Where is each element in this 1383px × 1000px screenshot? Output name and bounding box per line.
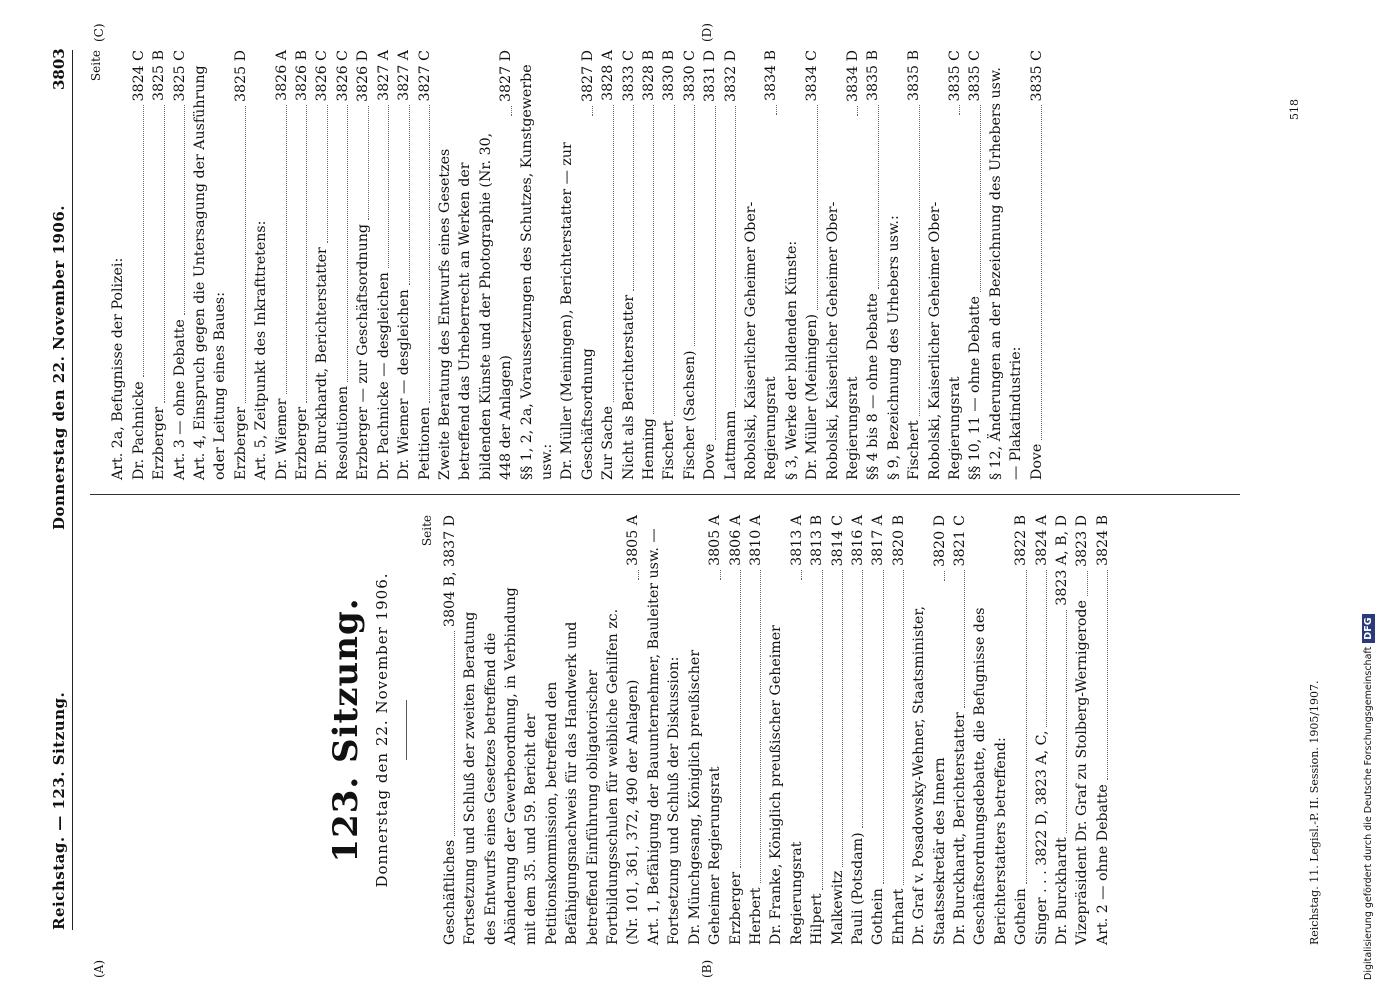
index-entry [741, 50, 782, 480]
entry-text: Dr. Burckhardt [1054, 837, 1070, 945]
index-entry [889, 515, 909, 945]
entry-text: Dove [702, 443, 719, 480]
leader-dots [964, 570, 965, 708]
index-entry [312, 50, 332, 480]
index-entry [1072, 515, 1092, 945]
entry-page-ref: 3805 A [625, 515, 642, 566]
right-entry-list [108, 50, 1047, 480]
entry-page-ref: 3826 D [355, 50, 372, 102]
leader-dots [1026, 570, 1027, 884]
index-entry [925, 50, 966, 480]
entry-page-ref: 3825 C [171, 50, 188, 102]
entry-text: Art. 5, Zeitpunkt des Inkrafttretens: [253, 220, 270, 480]
margin-marker-b: (B) [700, 959, 714, 978]
leader-dots [1087, 571, 1088, 596]
entry-page-ref: 3835 B [865, 50, 882, 102]
entry-page-ref: 3814 C [829, 515, 846, 567]
leader-dots [429, 105, 430, 403]
index-entry [435, 50, 517, 480]
entry-text: Dr. Wiemer — desgleichen [396, 289, 413, 480]
index-entry [170, 50, 190, 480]
index-entry [639, 50, 659, 480]
leader-dots [1066, 610, 1067, 834]
leader-dots [511, 106, 512, 116]
index-entry [680, 50, 700, 480]
entry-page-ref: 3830 C [681, 50, 698, 102]
entry-page-ref: 3835 B [906, 50, 923, 102]
entry-page-ref: 3832 D [722, 50, 739, 102]
leader-dots [878, 105, 879, 289]
entry-text: Dr. Wiemer [273, 398, 290, 480]
entry-page-ref: 3804 B, 3837 D [441, 515, 458, 628]
entry-text: Fischert [661, 420, 678, 480]
index-entry [726, 515, 746, 945]
leader-dots [674, 105, 675, 416]
leader-dots [184, 105, 185, 315]
entry-text: Dove [1028, 443, 1045, 480]
entry-text: Fortsetzung und Schluß der zweiten Beratung des Entwurfs eines Gesetzes betreffend die Abänderung der Gewerbeordnung, in Verbindung mit dem 35. und 59. Bericht der Petitionskommission, betreffend den Befähigungsnachweis für das Handwerk und betreffend Einführung obligatorischer Fortbildungsschulen für weibliche Gehilfen zc. (Nr. 101, 361, 372, 490 der Anlagen) [462, 587, 642, 945]
entry-text: Geschäftsordnungsdebatte, die Befugnisse des Berichterstatters betreffend: [972, 607, 1009, 945]
running-header-date: Donnerstag den 22. November 1906. [50, 204, 68, 530]
entry-page-ref: 3827 C [416, 50, 433, 102]
margin-marker-c: (C) [92, 23, 106, 42]
leader-dots [1107, 570, 1108, 780]
leader-dots [715, 106, 716, 440]
index-entry [190, 50, 231, 480]
entry-text: Erzberger [151, 406, 168, 480]
entry-text: §§ 4 bis 8 — ohne Debatte [865, 293, 882, 480]
entry-text: Art. 2a, Befugnisse der Polizei: [110, 257, 127, 480]
footer-signature-number: 518 [1288, 99, 1301, 120]
column-divider [90, 494, 1240, 495]
entry-page-ref: 3820 B [890, 515, 907, 567]
entry-page-ref: 3835 C [1028, 50, 1045, 102]
entry-text: Robolski, Kaiserlicher Geheimer Ober-Regierungsrat [743, 201, 780, 480]
left-entry-list [440, 515, 1113, 945]
leader-dots [245, 106, 246, 403]
page-number: 3803 [50, 48, 68, 90]
index-entry [149, 50, 169, 480]
index-entry [1032, 515, 1052, 945]
index-entry [868, 515, 888, 945]
entry-page-ref: 3826 C [314, 50, 331, 102]
leader-dots [760, 570, 761, 884]
index-entry [129, 50, 149, 480]
entry-page-ref: 3827 A [396, 50, 413, 101]
entry-text: Vizepräsident Dr. Graf zu Stolberg-Wernigerode [1074, 600, 1091, 945]
entry-text: Resolutionen [334, 385, 351, 480]
entry-text: Dr. Burckhardt, Berichterstatter [314, 247, 331, 480]
leader-dots [817, 105, 818, 310]
entry-page-ref: 3816 A [849, 515, 866, 566]
entry-text: Hilpert [809, 893, 826, 945]
index-entry [950, 515, 970, 945]
entry-text: Dr. Burckhardt, Berichterstatter [951, 712, 968, 945]
entry-text: Nicht als Berichterstatter [620, 294, 637, 480]
index-entry [746, 515, 766, 945]
index-entry [517, 50, 558, 480]
leader-dots [306, 105, 307, 403]
entry-page-ref: 3828 B [640, 50, 657, 102]
entry-page-ref: 3826 A [273, 50, 290, 101]
entry-page-ref: 3805 A [707, 515, 724, 566]
entry-text: Art. 1, Befähigung der Bauunternehmer, Bauleiter usw. — Fortsetzung und Schluß der Diskussion: [645, 528, 683, 945]
index-entry [1052, 515, 1072, 945]
index-entry [721, 50, 741, 480]
entry-text: Dr. Pachnicke — desgleichen [375, 272, 392, 480]
leader-dots [720, 570, 721, 580]
running-header-left: Reichstag. — 123. Sitzung. [50, 691, 68, 930]
entry-text: § 3, Werke der bildenden Künste: [783, 240, 800, 480]
entry-text: §§ 10, 11 — ohne Debatte [967, 296, 984, 480]
leader-dots [592, 106, 593, 116]
leader-dots [388, 105, 389, 268]
entry-page-ref: 3835 C [947, 50, 964, 102]
entry-text: §§ 1, 2, 2a, Voraussetzungen des Schutzes, Kunstgewerbe usw.: [518, 64, 555, 480]
session-title: 123. Sitzung. [326, 597, 366, 863]
index-entry [986, 50, 1027, 480]
entry-page-ref: 3824 A [1033, 515, 1050, 566]
entry-text: Gothein [870, 888, 887, 945]
index-entry [231, 50, 251, 480]
entry-text: Lattmann [722, 410, 739, 480]
entry-page-ref: 3827 D [498, 50, 515, 102]
index-entry [108, 50, 128, 480]
leader-dots [822, 570, 823, 890]
left-column [86, 515, 1113, 945]
entry-text: Ehrhart [890, 888, 907, 945]
entry-text: Henning [640, 418, 657, 480]
index-entry [848, 515, 868, 945]
leader-dots [454, 631, 455, 836]
entry-text: Dr. Pachnicke [130, 381, 147, 480]
index-entry [766, 515, 807, 945]
index-entry [970, 515, 1011, 945]
index-entry [598, 50, 618, 480]
entry-page-ref: 3813 B [809, 515, 826, 567]
entry-text: § 12, Änderungen an der Bezeichnung des Urhebers usw. — Plakatindustrie: [987, 67, 1025, 480]
entry-page-ref: 3831 D [702, 50, 719, 102]
index-entry [1027, 50, 1047, 480]
entry-text: Zweite Beratung des Entwurfs eines Gesetzes betreffend das Urheberrecht an Werken der bildenden Künste und der Photographie (Nr. 30, 448 der Anlagen) [436, 132, 515, 480]
entry-page-ref: 3810 A [747, 515, 764, 566]
entry-text: Erzberger [727, 871, 744, 945]
entry-text: Dr. Müller (Meiningen) [804, 313, 821, 480]
leader-dots [1041, 105, 1042, 439]
entry-page-ref: 3834 D [845, 50, 862, 102]
index-entry [440, 515, 460, 945]
leader-dots [347, 105, 348, 381]
leader-dots [980, 105, 981, 292]
entry-page-ref: 3806 A [727, 515, 744, 566]
entry-page-ref: 3817 A [870, 515, 887, 566]
index-entry [1093, 515, 1113, 945]
footer-session-info: Reichstag. 11. Legisl.-P. II. Session. 1905/1907. [1308, 680, 1321, 945]
dfg-funding-note [1362, 615, 1375, 981]
entry-page-ref: 3820 D [931, 515, 948, 567]
dfg-logo: DFG [1362, 615, 1375, 643]
entry-page-ref: 3827 A [375, 50, 392, 101]
leader-dots [327, 105, 328, 243]
leader-dots [653, 105, 654, 414]
entry-page-ref: 3823 A, B, D [1054, 515, 1070, 606]
index-entry [904, 50, 924, 480]
leader-dots [164, 105, 165, 403]
entry-page-ref: 3825 B [151, 50, 168, 102]
index-entry [374, 50, 394, 480]
entry-text: Petitionen [416, 407, 433, 480]
seite-label: Seite [420, 515, 435, 547]
leader-dots [368, 106, 369, 220]
leader-dots [638, 570, 639, 580]
leader-dots [903, 570, 904, 885]
entry-page-ref: 3825 D [232, 50, 249, 102]
leader-dots [959, 105, 960, 115]
index-entry [823, 50, 864, 480]
entry-page-ref: 3826 C [334, 50, 351, 102]
session-date: Donnerstag den 22. November 1906. [373, 572, 391, 888]
leader-dots [944, 571, 945, 581]
entry-page-ref: 3835 C [967, 50, 984, 102]
index-entry [965, 50, 985, 480]
entry-text: Dr. Münchgesang, Königlich preußischer Geheimer Regierungsrat [686, 649, 724, 945]
index-entry [251, 50, 271, 480]
index-entry [659, 50, 679, 480]
entry-text: Art. 2 — ohne Debatte [1094, 784, 1111, 945]
leader-dots [143, 105, 144, 377]
leader-dots [919, 105, 920, 416]
leader-dots [862, 570, 863, 828]
index-entry [460, 515, 644, 945]
index-entry [353, 50, 373, 480]
entry-page-ref: 3830 B [661, 50, 678, 102]
index-entry [619, 50, 639, 480]
entry-text: Dr. Graf v. Posadowsky-Wehner, Staatsminister, Staatssekretär des Innern [911, 605, 948, 945]
leader-dots [857, 106, 858, 116]
leader-dots [633, 105, 634, 290]
index-entry [863, 50, 883, 480]
entry-text: Herbert [747, 887, 764, 945]
entry-page-ref: 3813 A [788, 515, 805, 566]
entry-page-ref: 3833 C [620, 50, 637, 102]
entry-text: Zur Sache [600, 406, 617, 480]
seite-label-right: Seite [89, 50, 103, 82]
entry-page-ref: 3834 C [804, 50, 821, 102]
entry-page-ref: 3827 D [579, 50, 596, 102]
entry-text: Fischer (Sachsen) [681, 350, 698, 480]
leader-dots [735, 106, 736, 407]
index-entry [700, 50, 720, 480]
index-entry [782, 50, 802, 480]
entry-text: Malkewitz [829, 870, 846, 945]
entry-page-ref: 3828 A [600, 50, 617, 101]
entry-text: Erzberger — zur Geschäftsordnung [355, 224, 372, 480]
entry-text: Erzberger [294, 406, 311, 480]
entry-text: Erzberger [232, 406, 249, 480]
index-entry [1011, 515, 1031, 945]
leader-dots [842, 570, 843, 866]
leader-dots [286, 105, 287, 395]
entry-text: Art. 4, Einspruch gegen die Untersagung der Ausführung oder Leitung eines Baues: [192, 65, 229, 480]
entry-text: Fischert [906, 420, 923, 480]
entry-page-ref: 3823 D [1074, 515, 1091, 567]
entry-text: Dr. Müller (Meiningen), Berichterstatter — zur Geschäftsordnung [559, 142, 596, 480]
entry-text: Gothein [1013, 888, 1030, 945]
index-entry [644, 515, 685, 945]
entry-text: Singer . . . 3822 D, 3823 A, C, [1033, 730, 1050, 945]
index-entry [557, 50, 598, 480]
index-entry [394, 50, 414, 480]
entry-text: § 9, Bezeichnung des Urhebers usw.: [885, 215, 902, 480]
leader-dots [694, 105, 695, 346]
leader-dots [776, 105, 777, 115]
index-entry [802, 50, 822, 480]
entry-page-ref: 3824 C [130, 50, 147, 102]
index-entry [415, 50, 435, 480]
index-entry [292, 50, 312, 480]
leader-dots [740, 570, 741, 868]
entry-text: Robolski, Kaiserlicher Geheimer Ober-Regierungsrat [824, 201, 862, 480]
leader-dots [409, 105, 410, 285]
index-entry [909, 515, 950, 945]
index-entry [333, 50, 353, 480]
entry-text: Pauli (Potsdam) [849, 832, 866, 945]
index-entry [884, 50, 904, 480]
entry-text: Dr. Franke, Königlich preußischer Geheimer Regierungsrat [768, 625, 805, 945]
entry-text: Robolski, Kaiserlicher Geheimer Ober-Regierungsrat [926, 201, 964, 480]
right-column [86, 50, 1047, 480]
entry-page-ref: 3834 B [763, 50, 780, 102]
entry-text: Geschäftliches [441, 839, 458, 945]
header-rule [72, 50, 73, 930]
title-rule [406, 700, 407, 760]
leader-dots [1046, 570, 1047, 727]
index-entry [685, 515, 726, 945]
margin-marker-d: (D) [700, 23, 714, 42]
entry-text: Art. 3 — ohne Debatte [171, 319, 188, 480]
leader-dots [801, 570, 802, 580]
index-entry [807, 515, 827, 945]
entry-page-ref: 3822 B [1013, 515, 1030, 567]
entry-page-ref: 3824 B [1094, 515, 1111, 567]
leader-dots [883, 570, 884, 884]
entry-page-ref: 3826 B [294, 50, 311, 102]
leader-dots [613, 105, 614, 402]
entry-page-ref: 3821 C [951, 515, 968, 567]
dfg-note-text: Digitalisierung gefördert durch die Deutsche Forschungsgemeinschaft [1363, 646, 1374, 980]
index-entry [828, 515, 848, 945]
margin-marker-a: (A) [92, 959, 106, 978]
index-entry [272, 50, 292, 480]
